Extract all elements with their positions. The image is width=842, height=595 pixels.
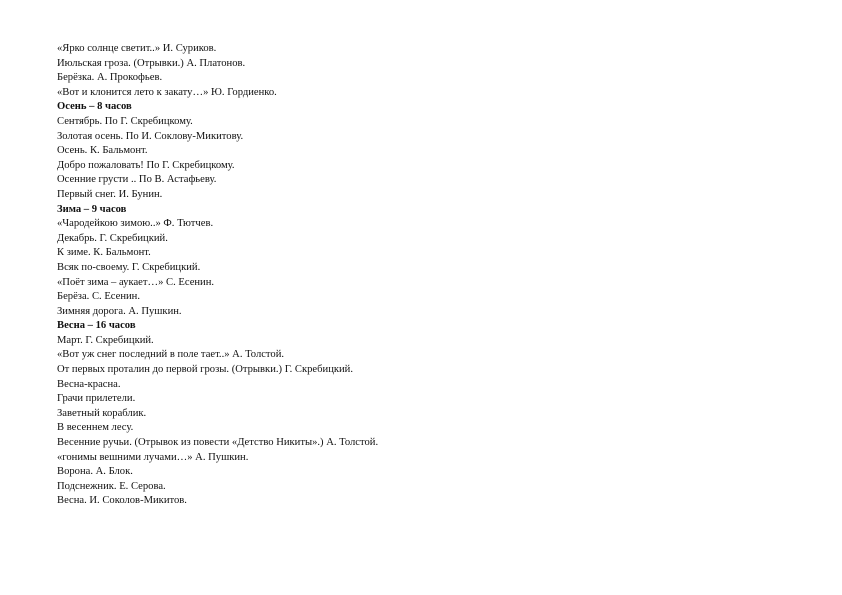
list-item: Весенние ручьи. (Отрывок из повести «Детство Никиты».) А. Толстой. (57, 437, 379, 449)
list-item: «Поёт зима – аукает…» С. Есенин. (57, 276, 215, 288)
list-item: «Вот уж снег последний в поле тает..» А. Толстой. (57, 349, 285, 361)
list-item: Сентябрь. По Г. Скребицкому. (57, 115, 193, 127)
reading-list (57, 42, 817, 509)
list-item: «Ярко солнце светит..» И. Суриков. (57, 43, 217, 54)
section-heading: Весна – 16 часов (57, 320, 136, 332)
list-item: Первый снег. И. Бунин. (57, 188, 163, 200)
list-item: «Вот и клонится лето к закату…» Ю. Гордиенко. (57, 86, 277, 98)
list-item: Зимняя дорога. А. Пушкин. (57, 305, 182, 317)
list-item: Осень. К. Бальмонт. (57, 145, 148, 157)
list-item: Осенние грусти .. По В. Астафьеву. (57, 174, 217, 186)
list-item: Грачи прилетели. (57, 393, 136, 405)
list-item: В весеннем лесу. (57, 422, 134, 434)
list-item: Весна. И. Соколов-Микитов. (57, 495, 187, 507)
list-item: К зиме. К. Бальмонт. (57, 247, 151, 259)
list-item: «гонимы вешними лучами…» А. Пушкин. (57, 451, 249, 463)
list-item: Весна-красна. (57, 378, 121, 390)
list-item: Июльская гроза. (Отрывки.) А. Платонов. (57, 57, 246, 69)
list-item: «Чародейкою зимою..» Ф. Тютчев. (57, 218, 214, 230)
section-heading: Осень – 8 часов (57, 101, 132, 113)
list-item: Добро пожаловать! По Г. Скребицкому. (57, 159, 235, 171)
list-item: Подснежник. Е. Серова. (57, 480, 166, 492)
list-item: Берёзка. А. Прокофьев. (57, 72, 163, 84)
list-item: Декабрь. Г. Скребицкий. (57, 232, 168, 244)
section-heading: Зима – 9 часов (57, 203, 127, 215)
list-item: Заветный кораблик. (57, 407, 147, 419)
list-item: Всяк по-своему. Г. Скребицкий. (57, 261, 201, 273)
list-item: Берёза. С. Есенин. (57, 291, 140, 303)
list-item: Золотая осень. По И. Соклову-Микитову. (57, 130, 244, 142)
list-item: От первых проталин до первой грозы. (Отрывки.) Г. Скребицкий. (57, 364, 353, 376)
list-item: Ворона. А. Блок. (57, 466, 133, 478)
list-item: Март. Г. Скребицкий. (57, 334, 154, 346)
